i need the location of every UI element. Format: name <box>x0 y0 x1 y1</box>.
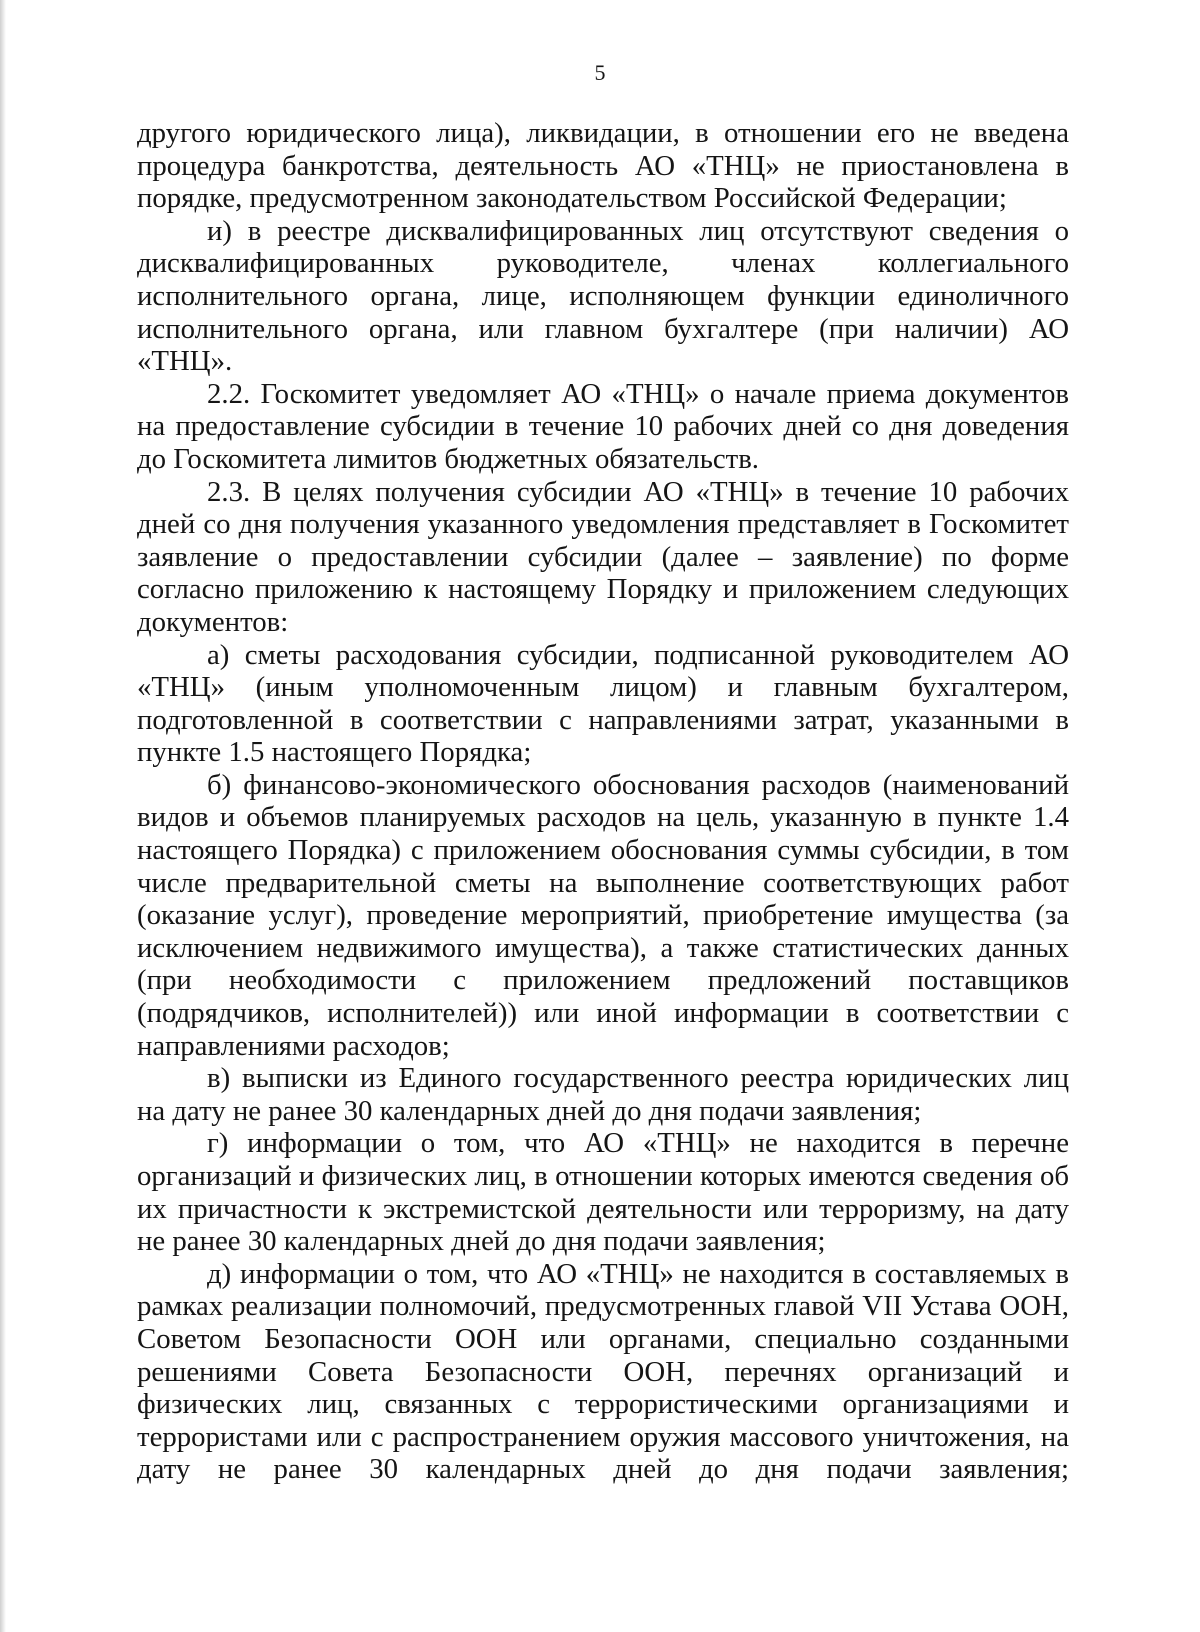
paragraph-continuation: другого юридического лица), ликвидации, в отношении его не введена процедура банкротства, деятельность АО «ТНЦ» не приостановлена в порядке, предусмотренном законодательством Российской Федерации; <box>137 117 1069 215</box>
paragraph-item-b: б) финансово-экономического обоснования расходов (наименований видов и объемов планируемых расходов на цель, указанную в пункте 1.4 настоящего Порядка) с приложением обоснования суммы субсидии, в том числе предварительной сметы на выполнение соответствующих работ (оказание услуг), проведение мероприятий, приобретение имущества (за исключением недвижимого имущества), а также статистических данных (при необходимости с приложением предложений поставщиков (подрядчиков, исполнителей)) или иной информации в соответствии с направлениями расходов; <box>137 768 1069 1062</box>
paragraph-item-i: и) в реестре дисквалифицированных лиц отсутствуют сведения о дисквалифицированных руководителе, членах коллегиального исполнительного органа, лице, исполняющем функции единоличного исполнительного органа, или главном бухгалтере (при наличии) АО «ТНЦ». <box>137 214 1069 378</box>
paragraph-item-a: а) сметы расходования субсидии, подписанной руководителем АО «ТНЦ» (иным уполномоченным лицом) и главным бухгалтером, подготовленной в соответствии с направлениями затрат, указанными в пункте 1.5 настоящего Порядка; <box>137 638 1069 769</box>
scan-edge-shadow <box>0 0 6 1632</box>
document-body <box>137 117 1069 1486</box>
paragraph-2-3: 2.3. В целях получения субсидии АО «ТНЦ» в течение 10 рабочих дней со дня получения указанного уведомления представляет в Госкомитет заявление о предоставлении субсидии (далее – заявление) по форме согласно приложению к настоящему Порядку и приложением следующих документов: <box>137 475 1069 638</box>
paragraph-item-d: д) информации о том, что АО «ТНЦ» не находится в составляемых в рамках реализации полномочий, предусмотренных главой VII Устава ООН, Советом Безопасности ООН или органами, специально созданными решениями Совета Безопасности ООН, перечнях организаций и физических лиц, связанных с террористическими организациями и террористами или с распространением оружия массового уничтожения, на дату не ранее 30 календарных дней до дня подачи заявления; <box>137 1257 1069 1486</box>
paragraph-item-g: г) информации о том, что АО «ТНЦ» не находится в перечне организаций и физических лиц, в отношении которых имеются сведения об их причастности к экстремистской деятельности или терроризму, на дату не ранее 30 календарных дней до дня подачи заявления; <box>137 1127 1069 1258</box>
page-number: 5 <box>594 60 606 85</box>
paragraph-item-v: в) выписки из Единого государственного реестра юридических лиц на дату не ранее 30 календарных дней до дня подачи заявления; <box>137 1062 1069 1127</box>
paragraph-2-2: 2.2. Госкомитет уведомляет АО «ТНЦ» о начале приема документов на предоставление субсидии в течение 10 рабочих дней со дня доведения до Госкомитета лимитов бюджетных обязательств. <box>137 377 1069 475</box>
